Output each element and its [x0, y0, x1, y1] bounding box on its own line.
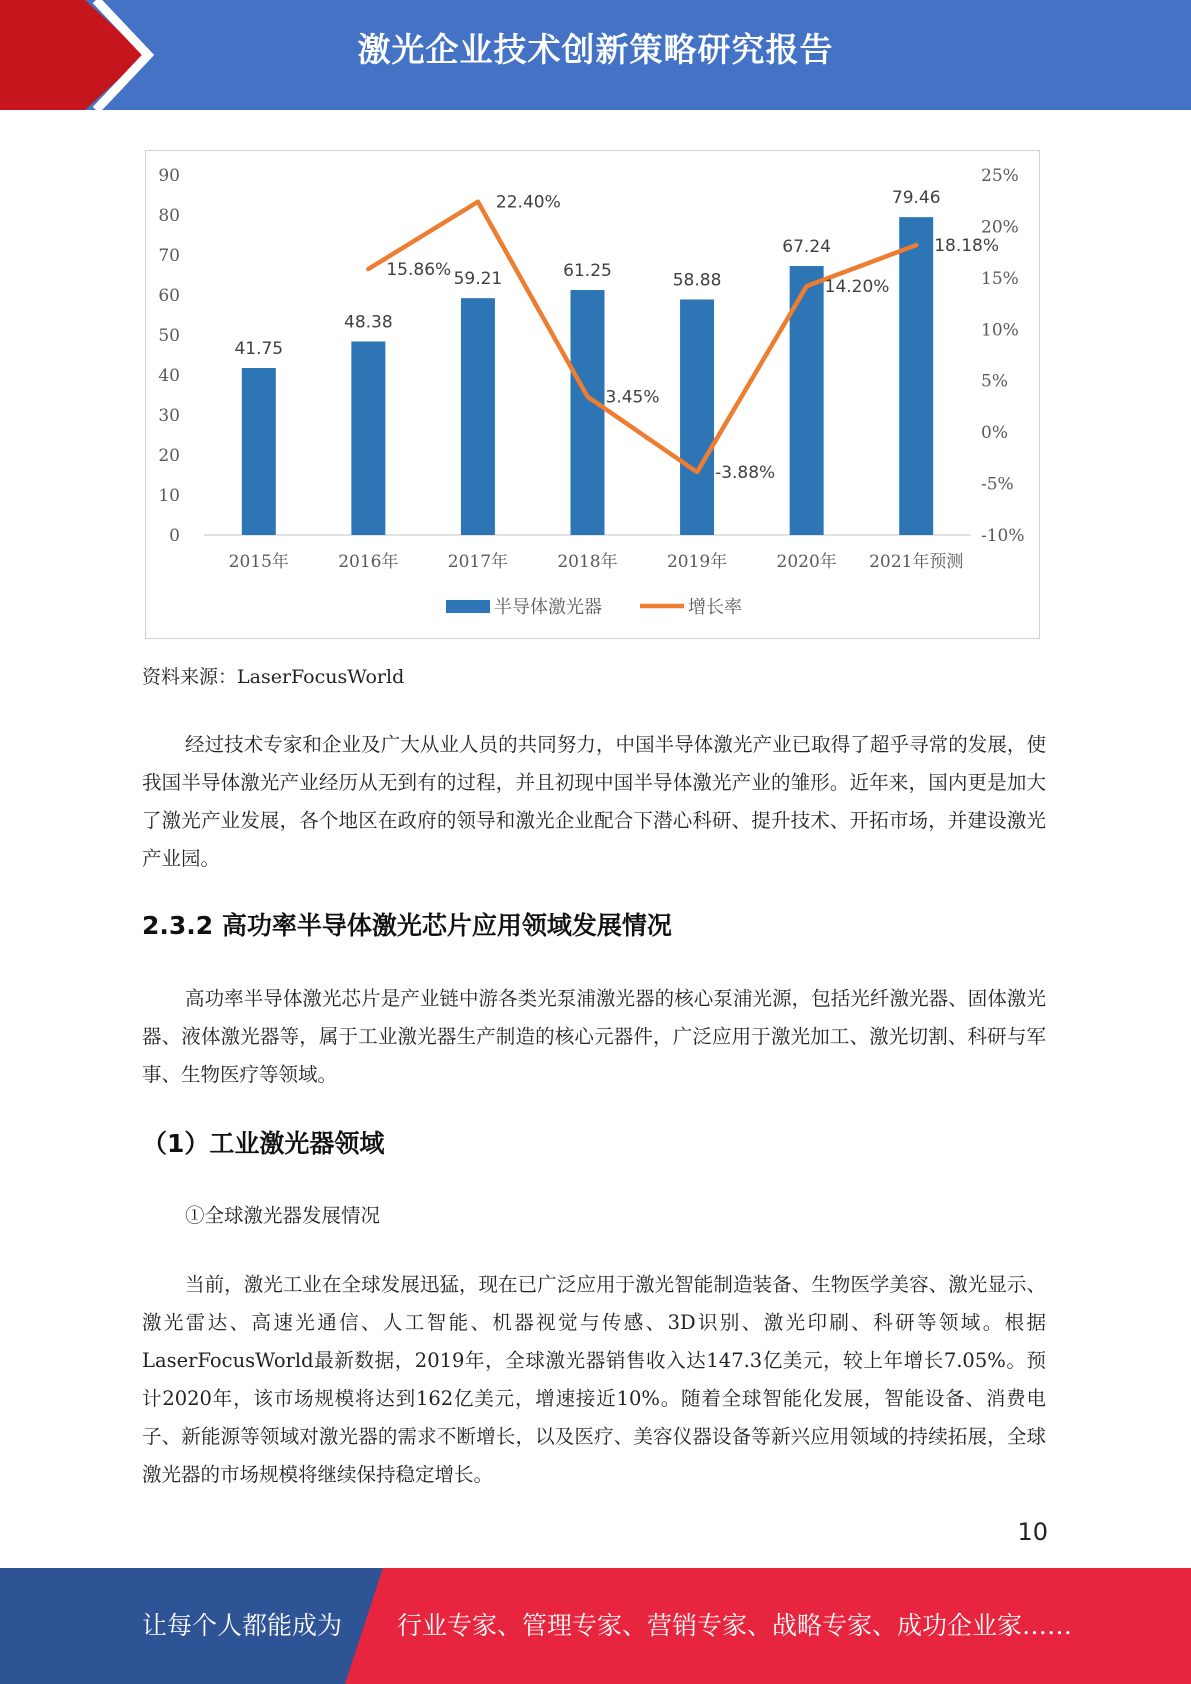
left-axis-tick: 20: [158, 446, 180, 466]
bar: [461, 298, 495, 535]
right-axis-tick: 0%: [981, 423, 1008, 444]
right-axis-tick: 25%: [981, 166, 1019, 186]
right-axis-tick: 10%: [981, 320, 1019, 341]
chart-source: 资料来源：LaserFocusWorld: [142, 666, 405, 688]
right-axis-tick: -5%: [981, 474, 1014, 495]
x-axis-tick: 2016年: [338, 552, 399, 572]
left-axis-tick: 40: [158, 366, 180, 386]
bar-data-label: 61.25: [563, 261, 612, 281]
bar: [680, 299, 714, 535]
left-axis-tick: 10: [158, 486, 180, 506]
bar: [899, 217, 933, 535]
left-axis-tick: 50: [158, 326, 180, 346]
page-footer: [0, 1568, 1191, 1684]
bar-data-label: 58.88: [672, 270, 722, 291]
right-axis-tick: 5%: [981, 371, 1008, 392]
report-title: 激光企业技术创新策略研究报告: [357, 30, 834, 69]
page-number: 10: [1017, 1518, 1048, 1546]
line-data-label: 18.18%: [934, 236, 1000, 257]
paragraph-global-market: 当前，激光工业在全球发展迅猛，现在已广泛应用于激光智能制造装备、生物医学美容、激光显示、激光雷达、高速光通信、人工智能、机器视觉与传感、3D识别、激光印刷、科研等领域。根据LaserFocusWorld最新数据，2019年，全球激光器销售收入达147.3亿美元，较上年增长7.05%。预计2020年，该市场规模将达到162亿美元，增速接近10%。随着全球智能化发展，智能设备、消费电子、新能源等领域对激光器的需求不断增长，以及医疗、美容仪器设备等新兴应用领域的持续拓展，全球激光器的市场规模将继续保持稳定增长。: [142, 1273, 1046, 1486]
x-axis-tick: 2017年: [447, 552, 509, 572]
x-axis-tick: 2019年: [666, 552, 728, 572]
left-axis-tick: 0: [169, 526, 180, 546]
paragraph-chip-applications: 高功率半导体激光芯片是产业链中游各类光泵浦激光器的核心泵浦光源，包括光纤激光器、固体激光器、液体激光器等，属于工业激光器生产制造的核心元器件，广泛应用于激光加工、激光切割、科研与军事、生物医疗等领域。: [142, 987, 1046, 1086]
footer-slogan-right: 行业专家、管理专家、营销专家、战略专家、成功企业家……: [397, 1611, 1073, 1640]
legend-bar-swatch: [446, 600, 490, 613]
legend-line-label: 增长率: [688, 597, 742, 618]
left-axis-tick: 70: [158, 246, 180, 266]
right-axis-tick: 15%: [981, 268, 1019, 289]
x-axis-tick: 2021年预测: [869, 552, 964, 572]
line-data-label: 14.20%: [824, 277, 890, 298]
bar-data-label: 41.75: [234, 339, 284, 359]
left-axis-tick: 30: [158, 406, 180, 426]
section-heading: 2.3.2 高功率半导体激光芯片应用领域发展情况: [142, 911, 672, 940]
bar-data-label: 59.21: [453, 269, 503, 290]
line-data-label: 3.45%: [605, 387, 660, 408]
bar-data-label: 48.38: [344, 312, 393, 333]
subheading-global-laser: ①全球激光器发展情况: [185, 1204, 381, 1227]
x-axis-tick: 2020年: [776, 552, 837, 572]
legend-bar-label: 半导体激光器: [494, 597, 602, 618]
bar-data-label: 67.24: [782, 237, 831, 258]
footer-slogan-left: 让每个人都能成为: [142, 1611, 343, 1640]
growth-rate-line: [368, 202, 916, 472]
left-axis-tick: 90: [158, 166, 180, 186]
line-data-label: -3.88%: [715, 463, 776, 484]
bar: [571, 290, 605, 535]
paragraph-industry-progress: 经过技术专家和企业及广大从业人员的共同努力，中国半导体激光产业已取得了超乎寻常的发展，使我国半导体激光产业经历从无到有的过程，并且初现中国半导体激光产业的雏形。近年来，国内更是加大了激光产业发展，各个地区在政府的领导和激光企业配合下潜心科研、提升技术、开拓市场，并建设激光产业园。: [142, 733, 1046, 870]
line-data-label: 15.86%: [386, 260, 452, 281]
x-axis-tick: 2018年: [557, 552, 618, 572]
left-axis-tick: 80: [158, 206, 180, 226]
line-data-label: 22.40%: [495, 192, 561, 213]
page-header: [0, 0, 1191, 110]
bar: [242, 368, 276, 535]
bar-data-label: 79.46: [891, 188, 941, 209]
bar-line-chart: [146, 151, 1041, 640]
right-axis-tick: -10%: [981, 526, 1025, 546]
x-axis-tick: 2015年: [228, 552, 289, 572]
chart-container: [145, 150, 1040, 639]
bar: [351, 341, 385, 535]
left-axis-tick: 60: [158, 286, 180, 306]
subsection-heading: （1）工业激光器领域: [142, 1129, 385, 1158]
right-axis-tick: 20%: [981, 217, 1019, 238]
